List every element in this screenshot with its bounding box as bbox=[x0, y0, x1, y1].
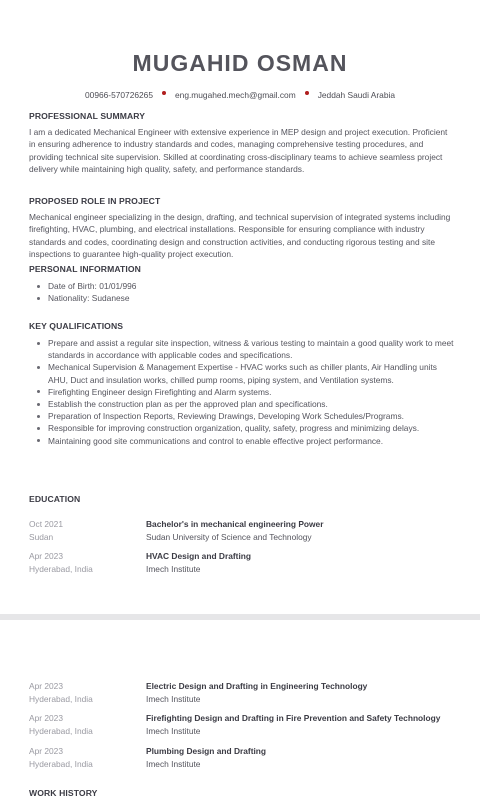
education-school: Imech Institute bbox=[146, 725, 201, 736]
education-date: Oct 2021 bbox=[29, 519, 63, 529]
list-item: Responsible for improving construction organization, quality, safety, progress and minimizing delays. bbox=[29, 422, 454, 434]
contact-line bbox=[0, 90, 480, 100]
separator-dot-icon bbox=[305, 91, 309, 95]
role-heading: PROPOSED ROLE IN PROJECT bbox=[29, 196, 161, 206]
education-date: Apr 2023 bbox=[29, 713, 63, 723]
summary-text: I am a dedicated Mechanical Engineer with extensive experience in MEP design and project execution. Proficient in ensuring adherence to industry standards and codes, managing comprehensive testing procedures, and providing technical site supervision. Skilled at coordinating cross-disciplinary teams to achieve seamless project delivery while maintaining high quality, safety, and performance standards. bbox=[29, 127, 448, 174]
education-title: Plumbing Design and Drafting bbox=[146, 746, 267, 756]
education-location: Hyderabad, India bbox=[29, 693, 93, 704]
location: Jeddah Saudi Arabia bbox=[317, 90, 395, 100]
work-history-heading: WORK HISTORY bbox=[29, 788, 98, 798]
qualifications-list bbox=[29, 337, 454, 447]
list-item: Date of Birth: 01/01/996 bbox=[29, 280, 454, 292]
resume-page-2 bbox=[0, 620, 480, 806]
phone-number: 00966-570726265 bbox=[85, 90, 153, 100]
qualifications-heading: KEY QUALIFICATIONS bbox=[29, 321, 124, 331]
list-item: Preparation of Inspection Reports, Reviewing Drawings, Developing Work Schedules/Programs. bbox=[29, 410, 454, 422]
education-location: Hyderabad, India bbox=[29, 758, 93, 769]
summary-heading: PROFESSIONAL SUMMARY bbox=[29, 111, 146, 121]
list-item: Maintaining good site communications and control to enable effective project performance. bbox=[29, 435, 454, 447]
education-location: Sudan bbox=[29, 531, 54, 542]
education-location: Hyderabad, India bbox=[29, 563, 93, 574]
education-date: Apr 2023 bbox=[29, 551, 63, 561]
education-location: Hyderabad, India bbox=[29, 725, 93, 736]
role-text: Mechanical engineer specializing in the design, drafting, and technical supervision of integrated systems including firefighting, HVAC, plumbing, and electrical installations. Responsible for ensuring compliance with industry standards and codes, coordinating design and construction activities, and conducting rigorous testing and site inspections to guarantee high-quality project execution. bbox=[29, 212, 451, 259]
list-item: Nationality: Sudanese bbox=[29, 292, 454, 304]
education-title: Firefighting Design and Drafting in Fire Prevention and Safety Technology bbox=[146, 713, 441, 723]
education-school: Sudan University of Science and Technology bbox=[146, 531, 312, 542]
education-title: Electric Design and Drafting in Engineering Technology bbox=[146, 681, 368, 691]
list-item: Establish the construction plan as per the approved plan and specifications. bbox=[29, 398, 454, 410]
education-title: HVAC Design and Drafting bbox=[146, 551, 252, 561]
education-heading: EDUCATION bbox=[29, 494, 81, 504]
candidate-name: MUGAHID OSMAN bbox=[132, 50, 348, 76]
personal-info-heading: PERSONAL INFORMATION bbox=[29, 264, 141, 274]
separator-dot-icon bbox=[162, 91, 166, 95]
education-school: Imech Institute bbox=[146, 563, 201, 574]
education-date: Apr 2023 bbox=[29, 681, 63, 691]
education-school: Imech Institute bbox=[146, 693, 201, 704]
list-item: Firefighting Engineer design Firefighting and Alarm systems. bbox=[29, 386, 454, 398]
list-item: Prepare and assist a regular site inspection, witness & various testing to maintain a good quality work to meet standards in accordance with applicable codes and specifications. bbox=[29, 337, 454, 361]
list-item: Mechanical Supervision & Management Expertise - HVAC works such as chiller plants, Air Handling units AHU, Duct and insulation works, chilled pump rooms, piping system, and Ventilation systems. bbox=[29, 361, 454, 385]
education-date: Apr 2023 bbox=[29, 746, 63, 756]
personal-info-list bbox=[29, 280, 454, 304]
education-school: Imech Institute bbox=[146, 758, 201, 769]
education-title: Bachelor's in mechanical engineering Power bbox=[146, 519, 324, 529]
email-address: eng.mugahed.mech@gmail.com bbox=[175, 90, 296, 100]
